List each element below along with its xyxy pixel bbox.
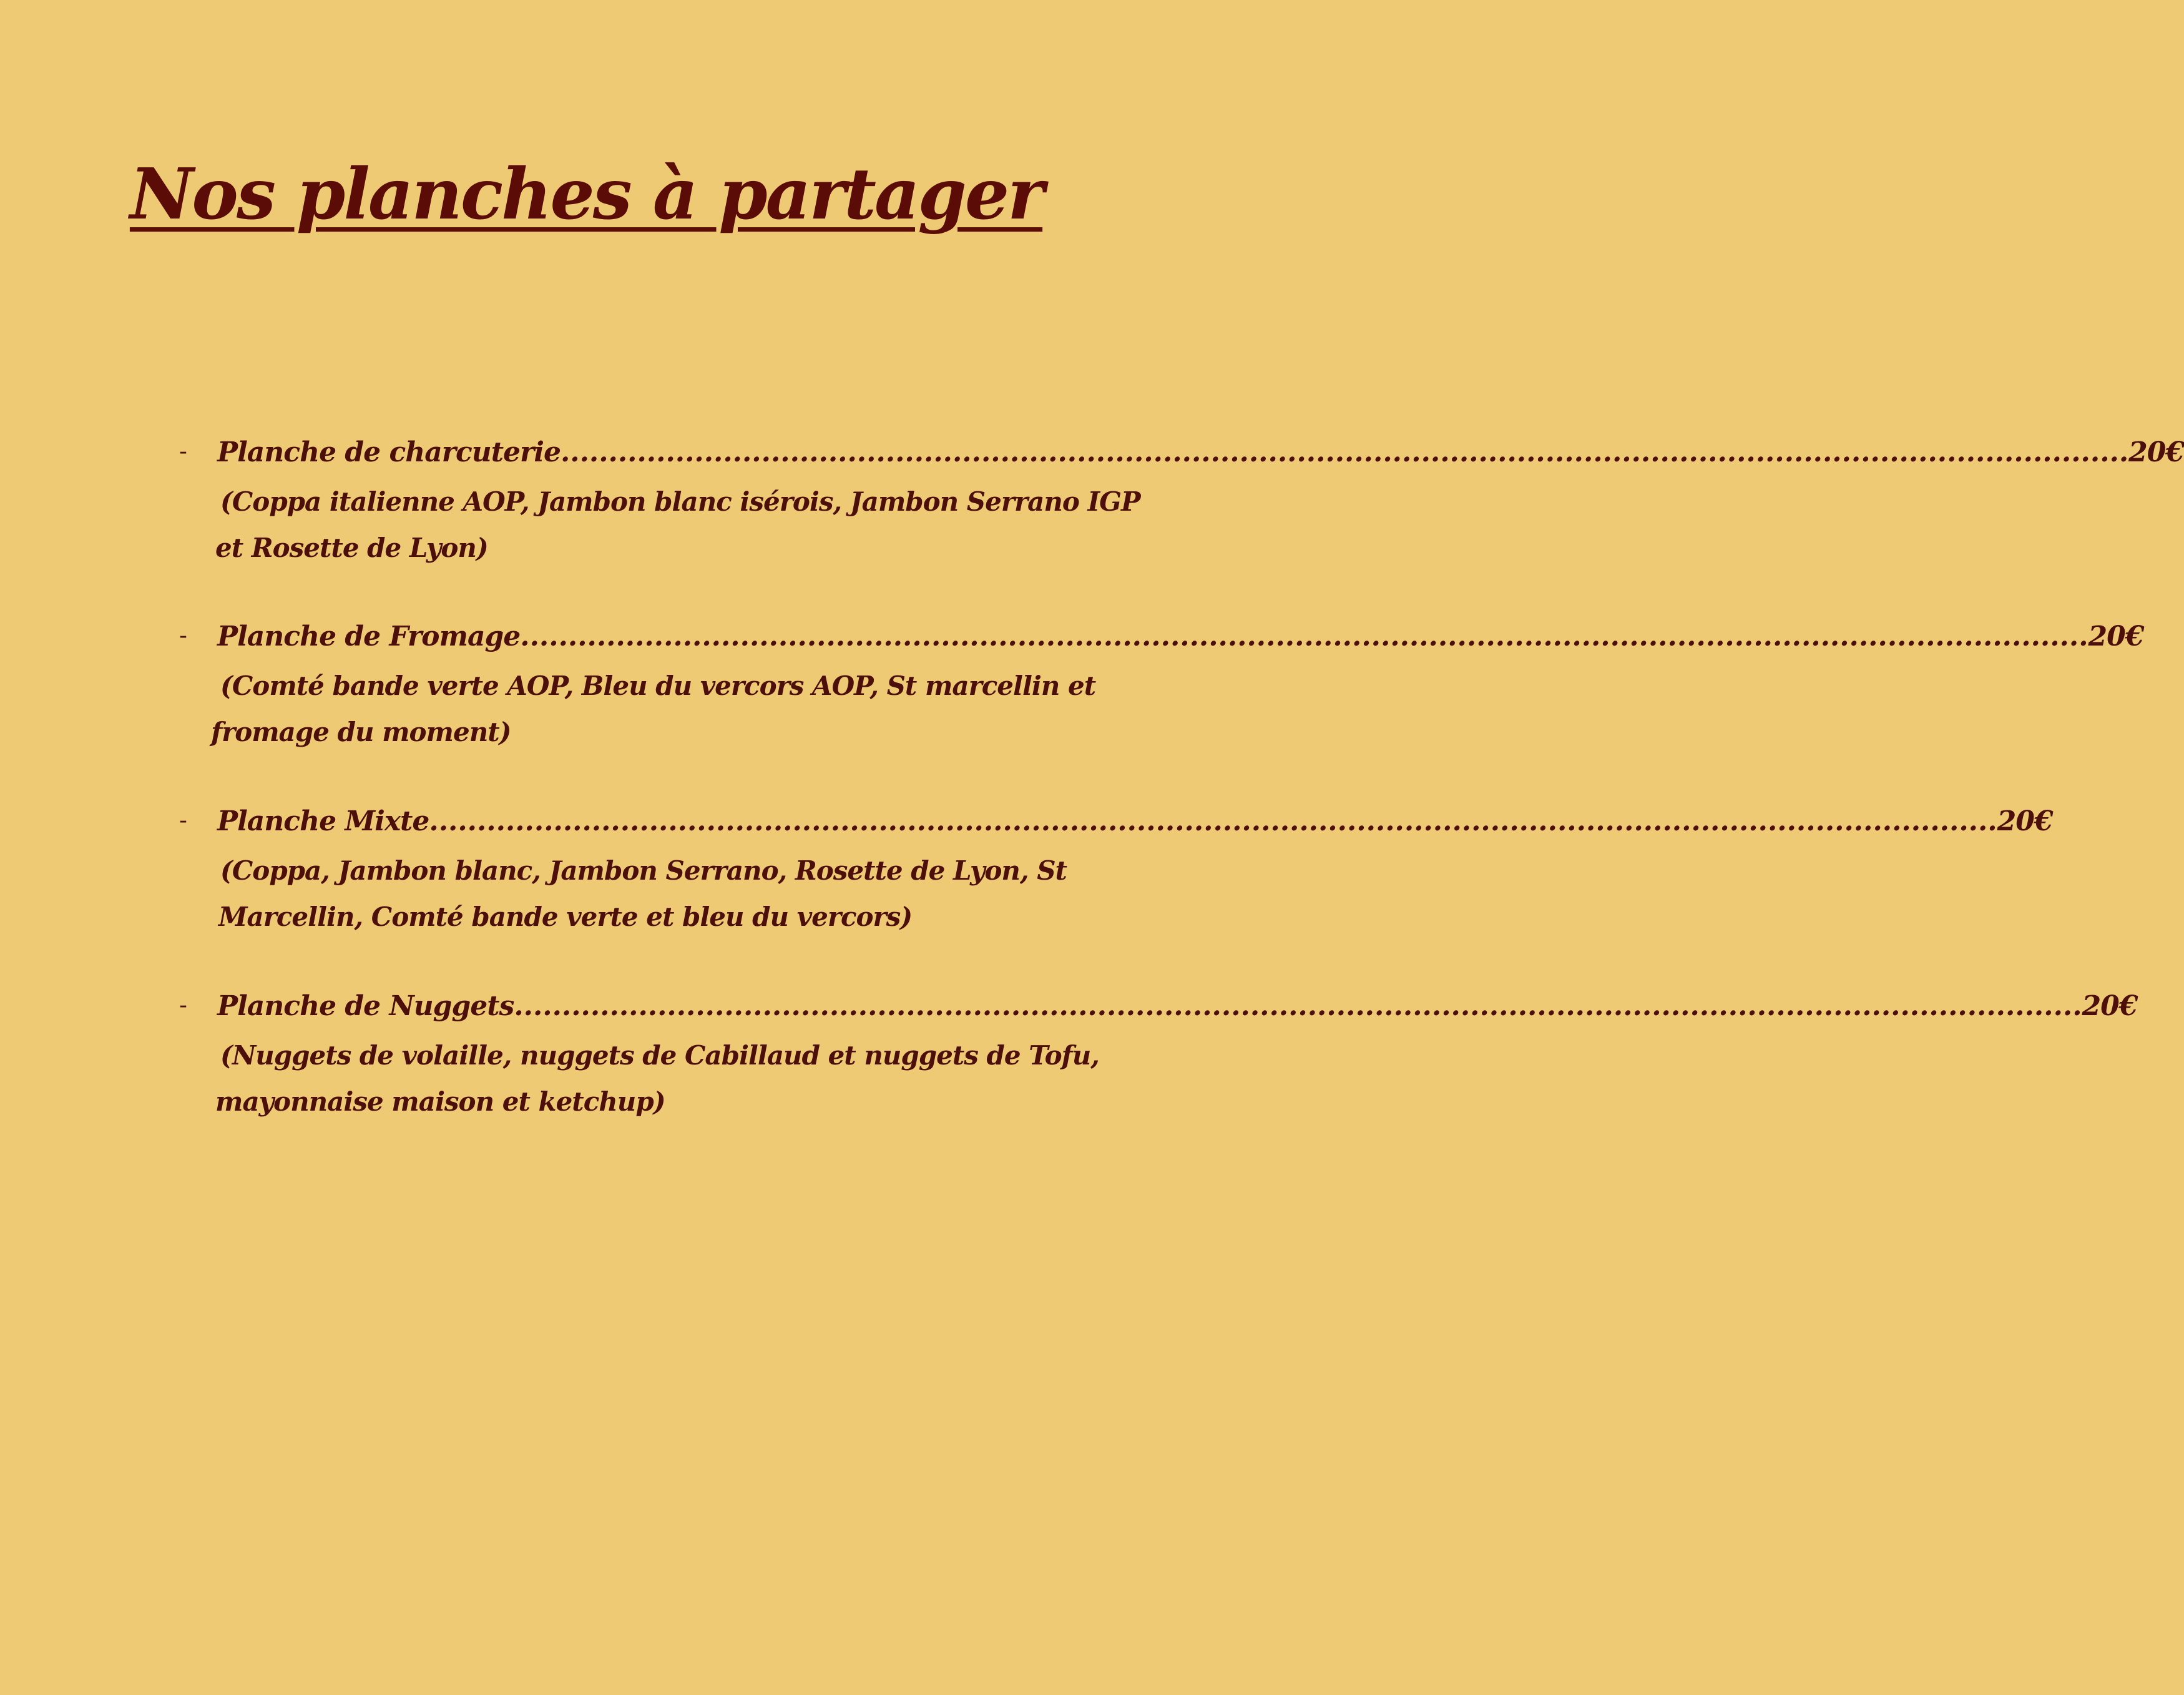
menu-item-price: 20€	[2088, 621, 2144, 652]
description-line-2: mayonnaise maison et ketchup)	[215, 1086, 665, 1117]
page-title-text: Nos planches à partager	[129, 154, 1043, 235]
menu-item-description	[215, 848, 1077, 940]
bullet: -	[179, 808, 187, 833]
dot-leader: ....................................................................................................................................................................	[520, 621, 2089, 652]
menu-item-name: Planche Mixte	[217, 805, 429, 837]
menu-item-line	[217, 803, 2053, 840]
menu-item-name: Planche de Nuggets	[217, 990, 514, 1022]
menu-item-description	[211, 663, 1096, 755]
description-line-1: (Comté bande verte AOP, Bleu du vercors AOP, St marcellin et	[220, 671, 1096, 701]
description-line-2: fromage du moment)	[211, 717, 511, 747]
description-line-1: (Coppa italienne AOP, Jambon blanc isérois, Jambon Serrano IGP	[220, 486, 1140, 517]
menu-item-price: 20€	[1997, 805, 2053, 837]
description-line-2: Marcellin, Comté bande verte et bleu du vercors)	[218, 902, 913, 932]
dot-leader: ....................................................................................................................................................................	[514, 990, 2082, 1022]
description-line-1: (Nuggets de volaille, nuggets de Cabillaud et nuggets de Tofu,	[220, 1040, 1099, 1071]
bullet: -	[179, 439, 187, 464]
bullet: -	[179, 993, 187, 1018]
dot-leader: ....................................................................................................................................................................	[429, 805, 1997, 837]
menu-item-description	[215, 1033, 1099, 1125]
menu-item-name: Planche de Fromage	[217, 621, 521, 652]
description-line-1: (Coppa, Jambon blanc, Jambon Serrano, Rosette de Lyon, St	[220, 855, 1067, 886]
dot-leader: ....................................................................................................................................................................	[560, 436, 2129, 468]
menu-item-name: Planche de charcuterie	[217, 436, 561, 468]
menu-item-line	[217, 988, 2138, 1025]
menu-item-line	[217, 434, 2184, 471]
menu-item-price: 20€	[2128, 436, 2184, 468]
bullet: -	[179, 623, 187, 649]
menu-item-price: 20€	[2082, 990, 2138, 1022]
menu-item-description	[215, 479, 1140, 571]
menu-item-line	[217, 618, 2144, 656]
description-line-2: et Rosette de Lyon)	[215, 533, 488, 563]
